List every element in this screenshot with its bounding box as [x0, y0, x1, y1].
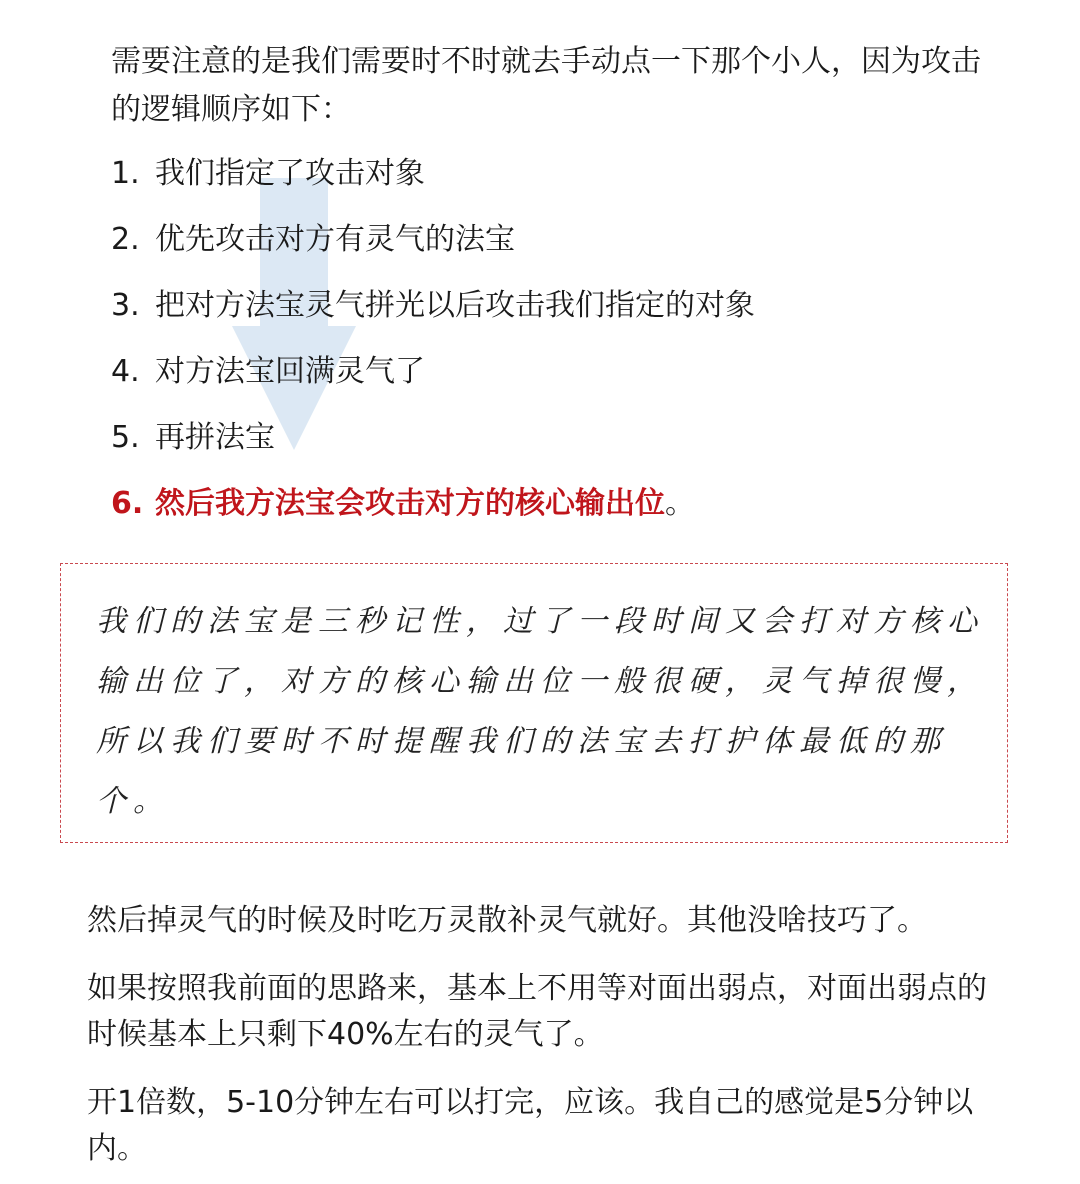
intro-paragraph: 需要注意的是我们需要时不时就去手动点一下那个小人，因为攻击的逻辑顺序如下：	[111, 44, 981, 127]
step-number: 4.	[111, 354, 140, 389]
step-text: 我们指定了攻击对象	[155, 156, 425, 191]
body-paragraph-3: 开1倍数，5-10分钟左右可以打完，应该。我自己的感觉是5分钟以内。	[87, 1085, 974, 1166]
body-paragraph-1: 然后掉灵气的时候及时吃万灵散补灵气就好。其他没啥技巧了。	[87, 903, 927, 938]
step-text: 对方法宝回满灵气了	[155, 354, 425, 389]
steps-list	[111, 150, 755, 546]
step-number: 5.	[111, 420, 140, 455]
body-paragraph-2: 如果按照我前面的思路来，基本上不用等对面出弱点，对面出弱点的时候基本上只剩下40%左右的灵气了。	[87, 971, 987, 1052]
step-text: 优先攻击对方有灵气的法宝	[155, 222, 515, 257]
step-number: 1.	[111, 156, 140, 191]
list-item-step-5	[111, 414, 755, 480]
handwritten-note-text: 我们的法宝是三秒记性，过了一段时间又会打对方核心输出位了，对方的核心输出位一般很硬，灵气掉很慢，所以我们要时不时提醒我们的法宝去打护体最低的那个。	[96, 604, 984, 819]
step-text: 再拼法宝	[155, 420, 275, 455]
list-item-step-2	[111, 216, 755, 282]
step-text: 然后我方法宝会攻击对方的核心输出位	[155, 486, 665, 521]
list-item-step-3	[111, 282, 755, 348]
list-item-step-4	[111, 348, 755, 414]
step-text-tail: 。	[665, 486, 695, 521]
step-number: 2.	[111, 222, 140, 257]
step-text: 把对方法宝灵气拼光以后攻击我们指定的对象	[155, 288, 755, 323]
step-number: 6.	[111, 486, 144, 521]
list-item-step-6-highlighted	[111, 480, 755, 546]
list-item-step-1	[111, 150, 755, 216]
step-number: 3.	[111, 288, 140, 323]
